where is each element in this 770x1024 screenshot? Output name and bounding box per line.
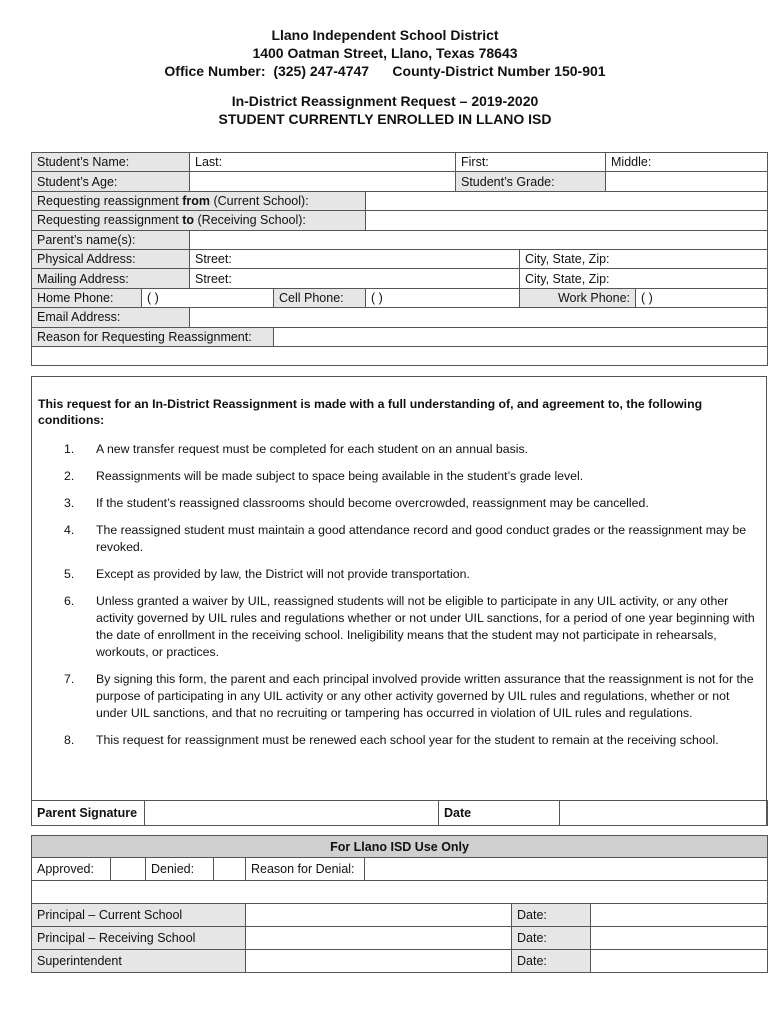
principal-receiving-signature[interactable] <box>246 927 512 950</box>
cell-phone-label: Cell Phone: <box>274 288 366 307</box>
principal-receiving-date-label: Date: <box>512 927 591 950</box>
email-label: Email Address: <box>32 308 190 327</box>
district-phone-line: Office Number: (325) 247-4747 County-District Number 150-901 <box>164 63 606 79</box>
email-row <box>32 308 768 327</box>
work-phone-area-code: ( ) <box>641 290 653 305</box>
mailing-address-row <box>32 269 768 288</box>
to-school-row <box>32 211 768 230</box>
condition-item <box>38 593 758 661</box>
principal-current-date-field[interactable] <box>591 904 768 927</box>
first-name-label: First: <box>461 155 489 170</box>
student-name-row <box>32 153 768 172</box>
principal-receiving-label: Principal – Receiving School <box>32 927 246 950</box>
principal-receiving-row <box>32 927 768 950</box>
physical-address-row <box>32 249 768 268</box>
superintendent-date-label: Date: <box>512 950 591 973</box>
physical-address-label: Physical Address: <box>32 249 190 268</box>
from-school-label: Requesting reassignment from (Current School): <box>32 191 366 210</box>
home-phone-area-code: ( ) <box>147 290 159 305</box>
condition-number: 8. <box>64 733 75 747</box>
district-name: Llano Independent School District <box>271 27 499 43</box>
physical-street-field[interactable] <box>190 249 520 268</box>
principal-current-signature[interactable] <box>246 904 512 927</box>
condition-item <box>38 566 758 583</box>
condition-number: 3. <box>64 496 75 510</box>
form-subtitle: STUDENT CURRENTLY ENROLLED IN LLANO ISD <box>218 111 552 127</box>
to-school-field[interactable] <box>366 211 768 230</box>
work-phone-field[interactable] <box>636 288 768 307</box>
denial-reason-field-continued[interactable] <box>32 881 768 904</box>
principal-current-row <box>32 904 768 927</box>
physical-city-field[interactable] <box>520 249 768 268</box>
parents-row <box>32 230 768 249</box>
condition-item <box>38 671 758 722</box>
conditions-box <box>31 376 767 826</box>
denial-reason-label: Reason for Denial: <box>246 858 365 881</box>
district-address: 1400 Oatman Street, Llano, Texas 78643 <box>252 45 518 61</box>
student-age-label: Student’s Age: <box>32 172 190 191</box>
superintendent-signature[interactable] <box>246 950 512 973</box>
superintendent-row <box>32 950 768 973</box>
principal-current-label: Principal – Current School <box>32 904 246 927</box>
condition-number: 7. <box>64 672 75 686</box>
home-phone-label: Home Phone: <box>32 288 142 307</box>
condition-number: 2. <box>64 469 75 483</box>
principal-current-date-label: Date: <box>512 904 591 927</box>
condition-text: Except as provided by law, the District will not provide transportation. <box>96 567 470 581</box>
cell-phone-area-code: ( ) <box>371 290 383 305</box>
condition-number: 6. <box>64 594 75 608</box>
to-school-label: Requesting reassignment to (Receiving School): <box>32 211 366 230</box>
parent-signature-field[interactable] <box>145 801 439 826</box>
student-age-field[interactable] <box>190 172 456 191</box>
form-title: In-District Reassignment Request – 2019-2020 <box>231 93 539 109</box>
condition-item <box>38 522 758 556</box>
condition-number: 4. <box>64 523 75 537</box>
approval-row <box>32 858 768 881</box>
physical-city-label: City, State, Zip: <box>525 252 610 267</box>
student-name-label: Student’s Name: <box>32 153 190 172</box>
mailing-city-label: City, State, Zip: <box>525 271 610 286</box>
signature-date-field[interactable] <box>560 801 768 826</box>
email-field[interactable] <box>190 308 768 327</box>
condition-number: 5. <box>64 567 75 581</box>
condition-item <box>38 441 758 458</box>
office-use-title: For Llano ISD Use Only <box>32 836 768 858</box>
condition-text: Unless granted a waiver by UIL, reassigned students will not be eligible to participate in any UIL activity, or any other activity governed by UIL rules and regulations whether or not under UIL sanctions, for a period of one year beginning with the date of enrollment in the receiving school. Ineligibility means that the student may not participate in rehearsals, workouts, or practices. <box>96 594 755 659</box>
from-school-field[interactable] <box>366 191 768 210</box>
last-name-field[interactable] <box>190 153 456 172</box>
approved-checkbox[interactable] <box>111 858 146 881</box>
document-header <box>0 26 770 128</box>
middle-name-label: Middle: <box>611 155 652 170</box>
parents-label: Parent’s name(s): <box>32 230 190 249</box>
reason-label: Reason for Requesting Reassignment: <box>32 327 274 346</box>
office-use-table <box>31 835 768 973</box>
reason-field-continued[interactable] <box>32 346 768 365</box>
from-school-row <box>32 191 768 210</box>
condition-text: This request for reassignment must be renewed each school year for the student to remain at the receiving school. <box>96 733 719 747</box>
reason-field[interactable] <box>274 327 768 346</box>
work-phone-label: Work Phone: <box>520 288 636 307</box>
cell-phone-field[interactable] <box>366 288 520 307</box>
signature-row <box>31 800 768 826</box>
middle-name-field[interactable] <box>606 153 768 172</box>
condition-text: By signing this form, the parent and each principal involved provide written assurance that the reassignment is not for the purpose of participating in any UIL activity or any other activity governed by UIL rules and regulations, whether or not under UIL sanctions, and that no recruiting or tampering has occurred in violation of UIL rules and regulations. <box>96 672 754 720</box>
condition-number: 1. <box>64 442 75 456</box>
mailing-street-field[interactable] <box>190 269 520 288</box>
parent-signature-label: Parent Signature <box>32 801 145 826</box>
reason-continuation-row <box>32 346 768 365</box>
superintendent-date-field[interactable] <box>591 950 768 973</box>
home-phone-field[interactable] <box>142 288 274 307</box>
reason-row <box>32 327 768 346</box>
student-info-table <box>31 152 768 366</box>
condition-text: The reassigned student must maintain a good attendance record and good conduct grades or the reassignment may be revoked. <box>96 523 747 554</box>
condition-item <box>38 732 758 749</box>
denial-reason-continuation-row <box>32 881 768 904</box>
parents-field[interactable] <box>190 230 768 249</box>
principal-receiving-date-field[interactable] <box>591 927 768 950</box>
condition-item <box>38 468 758 485</box>
condition-item <box>38 495 758 512</box>
superintendent-label: Superintendent <box>32 950 246 973</box>
mailing-city-field[interactable] <box>520 269 768 288</box>
condition-text: A new transfer request must be completed for each student on an annual basis. <box>96 442 529 456</box>
denied-label: Denied: <box>146 858 214 881</box>
phone-row <box>32 288 768 307</box>
condition-text: If the student’s reassigned classrooms should become overcrowded, reassignment may be cancelled. <box>96 496 649 510</box>
conditions-list <box>38 441 758 759</box>
signature-date-label: Date <box>439 801 560 826</box>
mailing-address-label: Mailing Address: <box>32 269 190 288</box>
condition-text: Reassignments will be made subject to space being available in the student’s grade level. <box>96 469 584 483</box>
approved-label: Approved: <box>32 858 111 881</box>
last-name-label: Last: <box>195 155 223 170</box>
conditions-intro: This request for an In-District Reassignment is made with a full understanding of, and agreement to, the following conditions: <box>38 397 703 427</box>
denial-reason-field[interactable] <box>365 858 768 881</box>
first-name-field[interactable] <box>456 153 606 172</box>
student-age-row <box>32 172 768 191</box>
denied-checkbox[interactable] <box>214 858 246 881</box>
student-grade-label: Student’s Grade: <box>456 172 606 191</box>
mailing-street-label: Street: <box>195 271 232 286</box>
student-grade-field[interactable] <box>606 172 768 191</box>
physical-street-label: Street: <box>195 252 232 267</box>
